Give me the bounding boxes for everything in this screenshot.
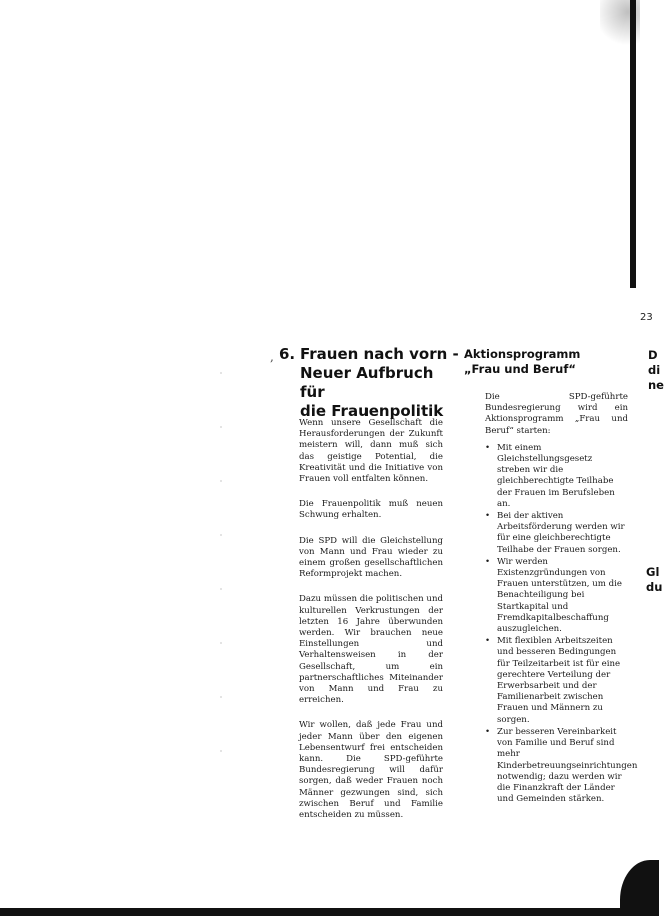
left-column — [299, 418, 443, 835]
list-item-text: Wir werden Existenzgründungen von Frauen unterstützen, um die Benachteiligung bei Startkapital und Fremdkapitalbeschaffung auszugleichen. — [497, 556, 623, 635]
scan-artifact-bottom — [0, 908, 659, 916]
scan-artifact-corner — [620, 860, 659, 916]
list-item-text: Mit flexiblen Arbeitszeiten und besseren Bedingungen für Teilzeitarbeit ist für eine gerechtere Verteilung der Erwerbsarbeit und der Familienarbeit zwischen Frauen und Männern zu sorgen. — [497, 636, 621, 725]
list-item — [485, 511, 628, 556]
cut-off-heading-fragment: D — [648, 348, 658, 362]
scan-artifact-dots — [218, 346, 224, 766]
list-item — [485, 636, 628, 726]
paragraph: Die SPD will die Gleichstellung von Mann und Frau wieder zu einem großen gesellschaftlichen Reformprojekt machen. — [299, 535, 443, 580]
right-column — [485, 392, 638, 806]
bullet-icon: • — [485, 556, 491, 567]
section-heading — [270, 345, 460, 421]
list-item — [485, 726, 638, 805]
list-item — [485, 443, 628, 510]
cut-off-heading-fragment: du — [646, 580, 663, 594]
stray-mark: , — [270, 350, 274, 364]
bullet-icon: • — [485, 726, 491, 737]
page-number: 23 — [640, 312, 653, 323]
bullet-icon: • — [485, 442, 491, 453]
subsection-heading-line-1: Aktionsprogramm — [464, 347, 581, 361]
section-title-line-2: Neuer Aufbruch für — [300, 364, 434, 401]
section-title-line-1: Frauen nach vorn - — [300, 345, 459, 363]
bullet-list — [485, 442, 638, 806]
cut-off-heading-fragment: Gl — [646, 565, 660, 579]
bullet-icon: • — [485, 511, 491, 522]
paragraph: Wir wollen, daß jede Frau und jeder Mann über den eigenen Lebensentwurf frei entscheiden kann. Die SPD-geführte Bundesregierung will dafür sorgen, daß weder Frauen noch Männer gezwungen sind, sich zwischen Beruf und Familie entscheiden zu müssen. — [299, 720, 443, 821]
paragraph: Dazu müssen die politischen und kulturellen Verkrustungen der letzten 16 Jahre überwunden werden. Wir brauchen neue Einstellungen und Verhaltensweisen in der Gesellschaft, um ein partnerschaftliches Miteinander von Mann und Frau zu erreichen. — [299, 594, 443, 706]
list-item — [485, 557, 628, 635]
paragraph: Wenn unsere Gesellschaft die Herausforderungen der Zukunft meistern will, dann muß sich das geistige Potential, die Kreativität und die Initiative von Frauen voll entfalten können. — [299, 418, 443, 485]
scan-artifact-edge — [630, 0, 636, 288]
subsection-heading-line-2: „Frau und Beruf“ — [464, 362, 576, 376]
list-item-text: Mit einem Gleichstellungsgesetz streben wir die gleichberechtigte Teilhabe der Frauen im Berufsleben an. — [497, 442, 615, 509]
bullet-icon: • — [485, 636, 491, 647]
cut-off-heading-fragment: ne — [648, 378, 664, 392]
list-item-text: Zur besseren Vereinbarkeit von Familie und Beruf sind mehr Kinderbetreuungseinrichtungen notwendig; dazu werden wir die Finanzkraft der Länder und Gemeinden stärken. — [497, 726, 638, 805]
cut-off-heading-fragment: di — [648, 363, 661, 377]
section-number: 6. — [279, 345, 296, 363]
section-title-line-3: die Frauenpolitik — [300, 402, 444, 420]
intro-paragraph: Die SPD-geführte Bundesregierung wird ein Aktionsprogramm „Frau und Beruf“ starten: — [485, 392, 628, 436]
subsection-heading — [464, 347, 644, 377]
list-item-text: Bei der aktiven Arbeitsförderung werden wir für eine gleichberechtigte Teilhabe der Frauen sorgen. — [497, 511, 625, 555]
paragraph: Die Frauenpolitik muß neuen Schwung erhalten. — [299, 499, 443, 521]
